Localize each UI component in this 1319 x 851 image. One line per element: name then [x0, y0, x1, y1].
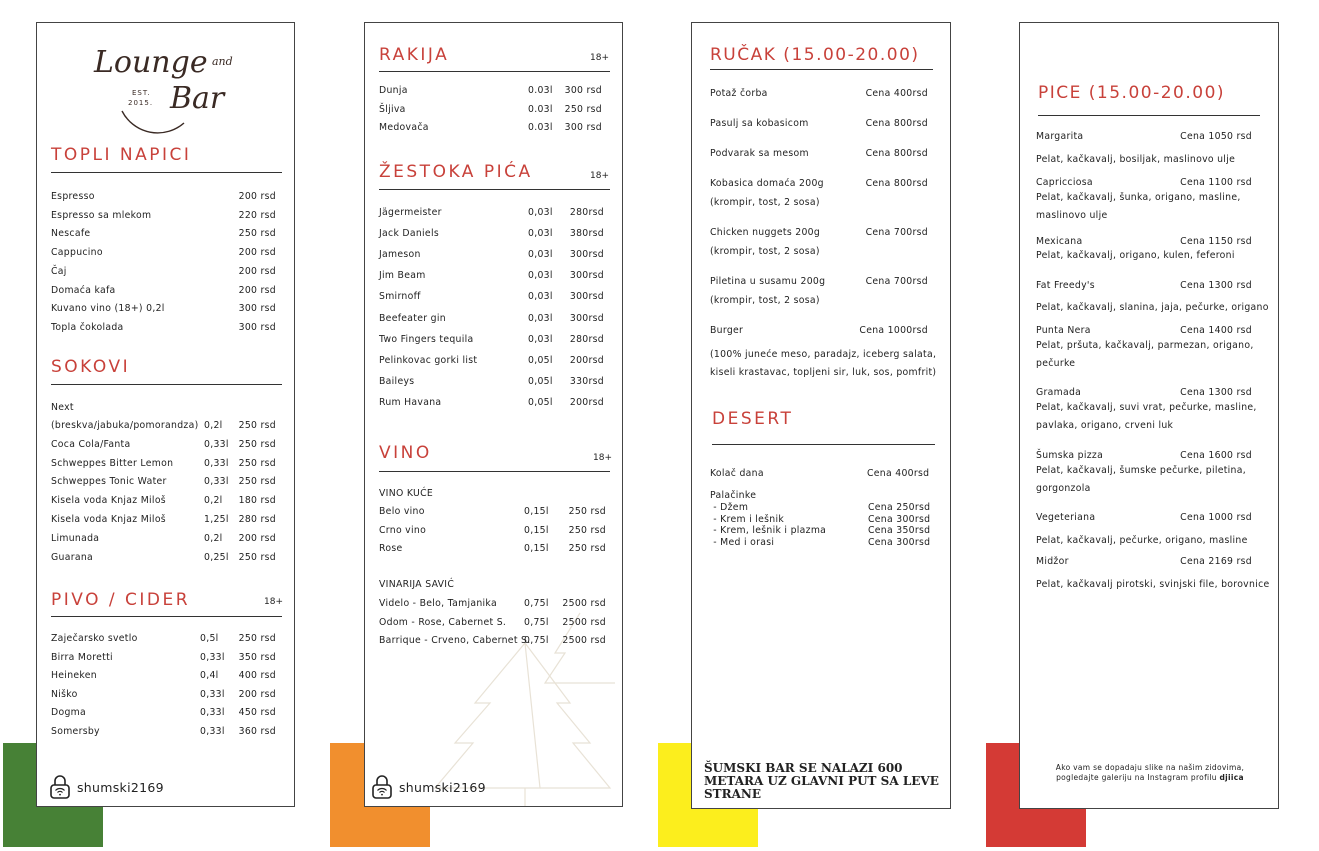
menu-item-price: 300 rsd: [238, 321, 276, 333]
logo-year: 2015.: [128, 99, 154, 107]
menu-item-name: Limunada: [51, 532, 100, 544]
burger-description-line2: kiseli krastavac, topljeni sir, luk, sos, pomfrit): [710, 367, 937, 378]
menu-item-name: Kobasica domaća 200g: [710, 178, 824, 189]
menu-item-price: 350 rsd: [238, 651, 276, 663]
menu-item-name: Jim Beam: [379, 270, 426, 282]
menu-item-price: Cena 1000rsd: [859, 325, 928, 336]
menu-item-price: 2500 rsd: [562, 616, 606, 628]
lock-wifi-icon: [49, 775, 71, 799]
menu-item-price: 2500 rsd: [562, 635, 606, 646]
menu-item-name: Espresso sa mlekom: [51, 209, 152, 221]
wifi-name: shumski2169: [399, 779, 486, 795]
menu-item-price: 250 rsd: [238, 457, 276, 469]
logo-lounge: Lounge: [94, 45, 208, 80]
menu-item-name: Chicken nuggets 200g: [710, 227, 821, 238]
pizza-price: Cena 1600 rsd: [1180, 450, 1252, 461]
instagram-note: [1020, 763, 1279, 783]
pizza-ingredients: maslinovo ulje: [1036, 210, 1108, 221]
menu-item-note: (krompir, tost, 2 sosa): [710, 246, 820, 257]
menu-item-size: 0,33l: [200, 688, 225, 700]
menu-item-price: 300 rsd: [564, 85, 602, 96]
menu-item-price: 220 rsd: [238, 209, 276, 221]
menu-item-name: Burger: [710, 325, 744, 336]
menu-item-size: 0,05l: [528, 354, 553, 366]
menu-item-size: 0,03l: [528, 333, 553, 345]
menu-item-price: Cena 400rsd: [865, 88, 928, 99]
menu-item-size: 0,2l: [204, 495, 223, 507]
pizza-price: Cena 1000 rsd: [1180, 512, 1252, 523]
menu-item-price: 280 rsd: [238, 514, 276, 525]
menu-item-name: Baileys: [379, 375, 415, 387]
menu-item-price: 2500 rsd: [562, 598, 606, 609]
pizza-ingredients: Pelat, kačkavalj, pečurke, origano, masline: [1036, 535, 1248, 546]
menu-item-name: Zaječarsko svetlo: [51, 633, 138, 644]
menu-item-name: Kuvano vino (18+) 0,2l: [51, 303, 165, 315]
rucak-heading: RUČAK (15.00-20.00): [710, 45, 920, 65]
topli-napici-heading: TOPLI NAPICI: [51, 145, 192, 165]
menu-item-price: 250 rsd: [238, 551, 276, 563]
menu-item-price: 280rsd: [569, 207, 604, 218]
menu-item-name: Rose: [379, 543, 403, 554]
menu-item-size: 0,03l: [528, 249, 553, 261]
menu-item-name: Schweppes Tonic Water: [51, 476, 167, 488]
menu-item-name: Jack Daniels: [379, 228, 439, 240]
pivo-age-badge: 18+: [264, 597, 283, 607]
menu-item-size: 0,33l: [204, 438, 229, 450]
menu-item-price: 200 rsd: [238, 284, 276, 296]
menu-item-price: 180 rsd: [238, 495, 276, 507]
zestoka-heading: ŽESTOKA PIĆA: [379, 162, 533, 182]
pizza-price: Cena 1300 rsd: [1180, 387, 1252, 398]
menu-item-price: 250 rsd: [564, 103, 602, 115]
menu-item-price: 200 rsd: [238, 532, 276, 544]
menu-item-name: Smirnoff: [379, 291, 421, 303]
tree-watermark: [365, 23, 623, 807]
pizza-ingredients: Pelat, kačkavalj, origano, kulen, feferoni: [1036, 250, 1235, 261]
pancake-variant: - Med i orasi: [710, 536, 775, 548]
menu-item-size: 0,75l: [524, 598, 549, 609]
menu-item-name: Dogma: [51, 707, 87, 719]
kolac-dana-price: Cena 400rsd: [867, 468, 930, 479]
pizza-ingredients: gorgonzola: [1036, 483, 1091, 494]
menu-item-size: 0,05l: [528, 396, 553, 408]
pizza-ingredients: Pelat, kačkavalj pirotski, svinjski file, borovnice: [1036, 579, 1270, 590]
menu-item-size: 0,15l: [524, 543, 549, 554]
instagram-line2-text: pogledajte galeriju na Instagram profilu: [1056, 773, 1217, 782]
menu-item-name: Niško: [51, 688, 78, 700]
logo-est: EST.: [132, 89, 151, 97]
location-line2: METARA UZ GLAVNI PUT SA LEVE: [704, 774, 939, 788]
menu-panel-hot-drinks: [36, 22, 295, 807]
vino-kuce-label: VINO KUĆE: [379, 488, 434, 499]
pizza-price: Cena 1150 rsd: [1180, 236, 1252, 247]
pizza-price: Cena 1050 rsd: [1180, 131, 1252, 142]
vino-age-badge: 18+: [593, 453, 612, 463]
pizza-price: Cena 1400 rsd: [1180, 325, 1252, 336]
pizza-name: Vegeteriana: [1036, 512, 1096, 523]
menu-item-name: Espresso: [51, 191, 95, 202]
pizza-ingredients: Pelat, kačkavalj, šunka, origano, masline,: [1036, 192, 1241, 203]
pancake-variant: - Krem i lešnik: [710, 513, 785, 525]
menu-item-price: 300 rsd: [238, 303, 276, 315]
instagram-handle: djiica: [1219, 773, 1244, 782]
menu-item-name: Heineken: [51, 670, 97, 682]
menu-panel-lunch: [691, 22, 951, 809]
pizza-ingredients: Pelat, kačkavalj, bosiljak, maslinovo ulje: [1036, 154, 1236, 165]
menu-item-price: 450 rsd: [238, 707, 276, 719]
desert-heading: DESERT: [712, 409, 794, 429]
pancake-price: Cena 350rsd: [868, 525, 931, 536]
pizza-name: Mexicana: [1036, 236, 1083, 247]
pice-heading: PICE (15.00-20.00): [1038, 83, 1226, 103]
menu-item-price: Cena 700rsd: [865, 227, 928, 238]
menu-item-price: 300rsd: [569, 249, 604, 261]
menu-item-price: 280rsd: [569, 333, 604, 345]
menu-item-price: 250 rsd: [238, 476, 276, 488]
rakija-age-badge: 18+: [590, 53, 609, 63]
menu-item-size: 0,2l: [204, 420, 223, 431]
menu-item-name: Beefeater gin: [379, 312, 446, 324]
instagram-line2: [1020, 773, 1279, 783]
menu-item-size: 0,15l: [524, 506, 549, 517]
menu-item-note: (krompir, tost, 2 sosa): [710, 295, 820, 306]
lounge-bar-logo: [92, 41, 242, 141]
menu-item-name: Piletina u susamu 200g: [710, 276, 826, 287]
menu-item-size: 0.03l: [528, 85, 553, 96]
menu-item-price: 200 rsd: [238, 688, 276, 700]
menu-item-size: 0.03l: [528, 103, 553, 115]
menu-item-name: Pelinkovac gorki list: [379, 354, 478, 366]
menu-item-name: Šljiva: [379, 103, 406, 115]
menu-item-price: 300rsd: [569, 312, 604, 324]
menu-item-size: 0,75l: [524, 635, 549, 646]
instagram-line1: Ako vam se dopadaju slike na našim zidovima,: [1055, 763, 1245, 772]
menu-item-name: Rum Havana: [379, 396, 442, 408]
menu-item-size: 0,75l: [524, 616, 549, 628]
menu-item-name: Potaž čorba: [710, 88, 768, 99]
pizza-price: Cena 1100 rsd: [1180, 177, 1252, 188]
pizza-name: Gramada: [1036, 387, 1082, 398]
divider: [712, 444, 935, 445]
pizza-name: Fat Freedy's: [1036, 280, 1095, 291]
pizza-ingredients: pečurke: [1036, 358, 1076, 369]
logo-bar: Bar: [170, 81, 225, 116]
vino-heading: VINO: [379, 443, 432, 463]
menu-item-name: Nescafe: [51, 228, 91, 240]
menu-item-name: Crno vino: [379, 524, 427, 536]
menu-item-size: 0,03l: [528, 207, 553, 218]
menu-item-name: Medovača: [379, 122, 429, 134]
menu-item-size: 0,03l: [528, 270, 553, 282]
menu-item-size: 1,25l: [204, 514, 229, 525]
menu-item-price: 200 rsd: [238, 191, 276, 202]
menu-item-price: Cena 700rsd: [865, 276, 928, 287]
next-label: Next: [51, 402, 74, 413]
pizza-ingredients: Pelat, pršuta, kačkavalj, parmezan, origano,: [1036, 340, 1254, 351]
menu-item-size: 0,5l: [200, 633, 219, 644]
menu-item-name: Odom - Rose, Cabernet S.: [379, 616, 507, 628]
menu-item-price: 380rsd: [569, 228, 604, 240]
menu-item-name: Kisela voda Knjaz Miloš: [51, 495, 166, 507]
divider: [379, 471, 610, 472]
menu-item-size: 0,05l: [528, 375, 553, 387]
menu-panel-spirits: [364, 22, 623, 807]
menu-item-price: 200 rsd: [238, 265, 276, 277]
kolac-dana: Kolač dana: [710, 468, 764, 479]
pancake-price: Cena 300rsd: [868, 536, 931, 548]
pizza-name: Punta Nera: [1036, 325, 1091, 336]
pizza-ingredients: Pelat, kačkavalj, suvi vrat, pečurke, masline,: [1036, 402, 1257, 413]
menu-item-name: Topla čokolada: [51, 321, 124, 333]
pivo-cider-heading: PIVO / CIDER: [51, 590, 191, 610]
menu-item-name: (breskva/jabuka/pomorandza): [51, 420, 199, 431]
menu-item-name: Barrique - Crveno, Cabernet S.: [379, 635, 531, 646]
menu-item-name: Coca Cola/Fanta: [51, 438, 131, 450]
vinarija-label: VINARIJA SAVIĆ: [379, 579, 455, 590]
divider: [710, 69, 933, 70]
menu-item-size: 0,4l: [200, 670, 219, 682]
pancake-price: Cena 250rsd: [868, 502, 931, 513]
menu-item-size: 0,15l: [524, 524, 549, 536]
pizza-price: Cena 1300 rsd: [1180, 280, 1252, 291]
menu-item-name: Kisela voda Knjaz Miloš: [51, 514, 166, 525]
menu-item-name: Videlo - Belo, Tamjanika: [379, 598, 497, 609]
pancake-variant: - Džem: [710, 502, 749, 513]
menu-item-price: Cena 800rsd: [865, 118, 928, 129]
wifi-name: shumski2169: [77, 779, 164, 795]
menu-item-price: 250 rsd: [238, 420, 276, 431]
menu-item-price: 400 rsd: [238, 670, 276, 682]
divider: [51, 384, 282, 385]
menu-item-size: 0.03l: [528, 122, 553, 134]
logo-and: and: [212, 55, 233, 68]
menu-item-name: Pasulj sa kobasicom: [710, 118, 809, 129]
menu-item-price: 300rsd: [569, 270, 604, 282]
menu-item-note: (krompir, tost, 2 sosa): [710, 197, 820, 208]
menu-item-price: 250 rsd: [568, 543, 606, 554]
menu-item-size: 0,33l: [200, 651, 225, 663]
menu-item-name: Belo vino: [379, 506, 425, 517]
pizza-price: Cena 2169 rsd: [1180, 556, 1252, 567]
divider: [379, 71, 610, 72]
menu-item-size: 0,03l: [528, 291, 553, 303]
menu-item-price: 300rsd: [569, 291, 604, 303]
menu-item-price: 200rsd: [569, 396, 604, 408]
menu-item-size: 0,33l: [200, 707, 225, 719]
menu-item-name: Somersby: [51, 726, 100, 737]
menu-item-name: Schweppes Bitter Lemon: [51, 457, 174, 469]
menu-item-price: 250 rsd: [238, 228, 276, 240]
pizza-name: Šumska pizza: [1036, 450, 1104, 461]
menu-item-size: 0,25l: [204, 551, 229, 563]
menu-item-price: Cena 800rsd: [865, 148, 928, 159]
menu-item-size: 0,33l: [200, 726, 225, 737]
menu-item-name: Two Fingers tequila: [379, 333, 474, 345]
menu-item-size: 0,03l: [528, 312, 553, 324]
menu-item-size: 0,03l: [528, 228, 553, 240]
sokovi-heading: SOKOVI: [51, 357, 131, 377]
divider: [379, 189, 610, 190]
pizza-name: Capricciosa: [1036, 177, 1093, 188]
divider: [51, 172, 282, 173]
menu-item-price: 300 rsd: [564, 122, 602, 134]
menu-item-price: 200rsd: [569, 354, 604, 366]
palacinke-label: Palačinke: [710, 490, 757, 501]
menu-item-name: Jägermeister: [379, 207, 442, 218]
pancake-price: Cena 300rsd: [868, 513, 931, 525]
wifi-info: [371, 775, 486, 799]
menu-item-price: 360 rsd: [238, 726, 276, 737]
menu-item-name: Dunja: [379, 85, 408, 96]
menu-item-size: 0,33l: [204, 457, 229, 469]
menu-item-name: Guarana: [51, 551, 94, 563]
wifi-info: [49, 775, 164, 799]
pizza-ingredients: Pelat, kačkavalj, šumske pečurke, piletina,: [1036, 465, 1247, 476]
menu-panel-pizza: [1019, 22, 1279, 809]
divider: [51, 616, 282, 617]
menu-item-price: 250 rsd: [568, 506, 606, 517]
menu-item-size: 0,33l: [204, 476, 229, 488]
menu-item-name: Čaj: [51, 265, 67, 277]
pizza-ingredients: pavlaka, origano, crveni luk: [1036, 420, 1174, 431]
menu-item-name: Jameson: [379, 249, 421, 261]
location-info: [704, 762, 939, 801]
menu-item-size: 0,2l: [204, 532, 223, 544]
menu-item-name: Cappucino: [51, 247, 103, 259]
divider: [1038, 115, 1260, 116]
rakija-heading: RAKIJA: [379, 45, 450, 65]
menu-item-price: 200 rsd: [238, 247, 276, 259]
menu-item-price: 330rsd: [569, 375, 604, 387]
menu-item-price: 250 rsd: [568, 524, 606, 536]
location-line3: STRANE: [704, 787, 761, 801]
pizza-name: Margarita: [1036, 131, 1084, 142]
pancake-variant: - Krem, lešnik i plazma: [710, 525, 827, 536]
pizza-ingredients: Pelat, kačkavalj, slanina, jaja, pečurke, origano: [1036, 302, 1269, 313]
menu-item-name: Birra Moretti: [51, 651, 113, 663]
menu-item-name: Domaća kafa: [51, 284, 116, 296]
menu-item-price: 250 rsd: [238, 633, 276, 644]
pizza-name: Midžor: [1036, 556, 1069, 567]
menu-item-price: Cena 800rsd: [865, 178, 928, 189]
menu-item-name: Podvarak sa mesom: [710, 148, 809, 159]
location-line1: ŠUMSKI BAR SE NALAZI 600: [704, 761, 903, 775]
lock-wifi-icon: [371, 775, 393, 799]
menu-item-price: 250 rsd: [238, 438, 276, 450]
burger-description-line1: (100% juneće meso, paradajz, iceberg salata,: [710, 349, 937, 360]
zestoka-age-badge: 18+: [590, 171, 609, 181]
